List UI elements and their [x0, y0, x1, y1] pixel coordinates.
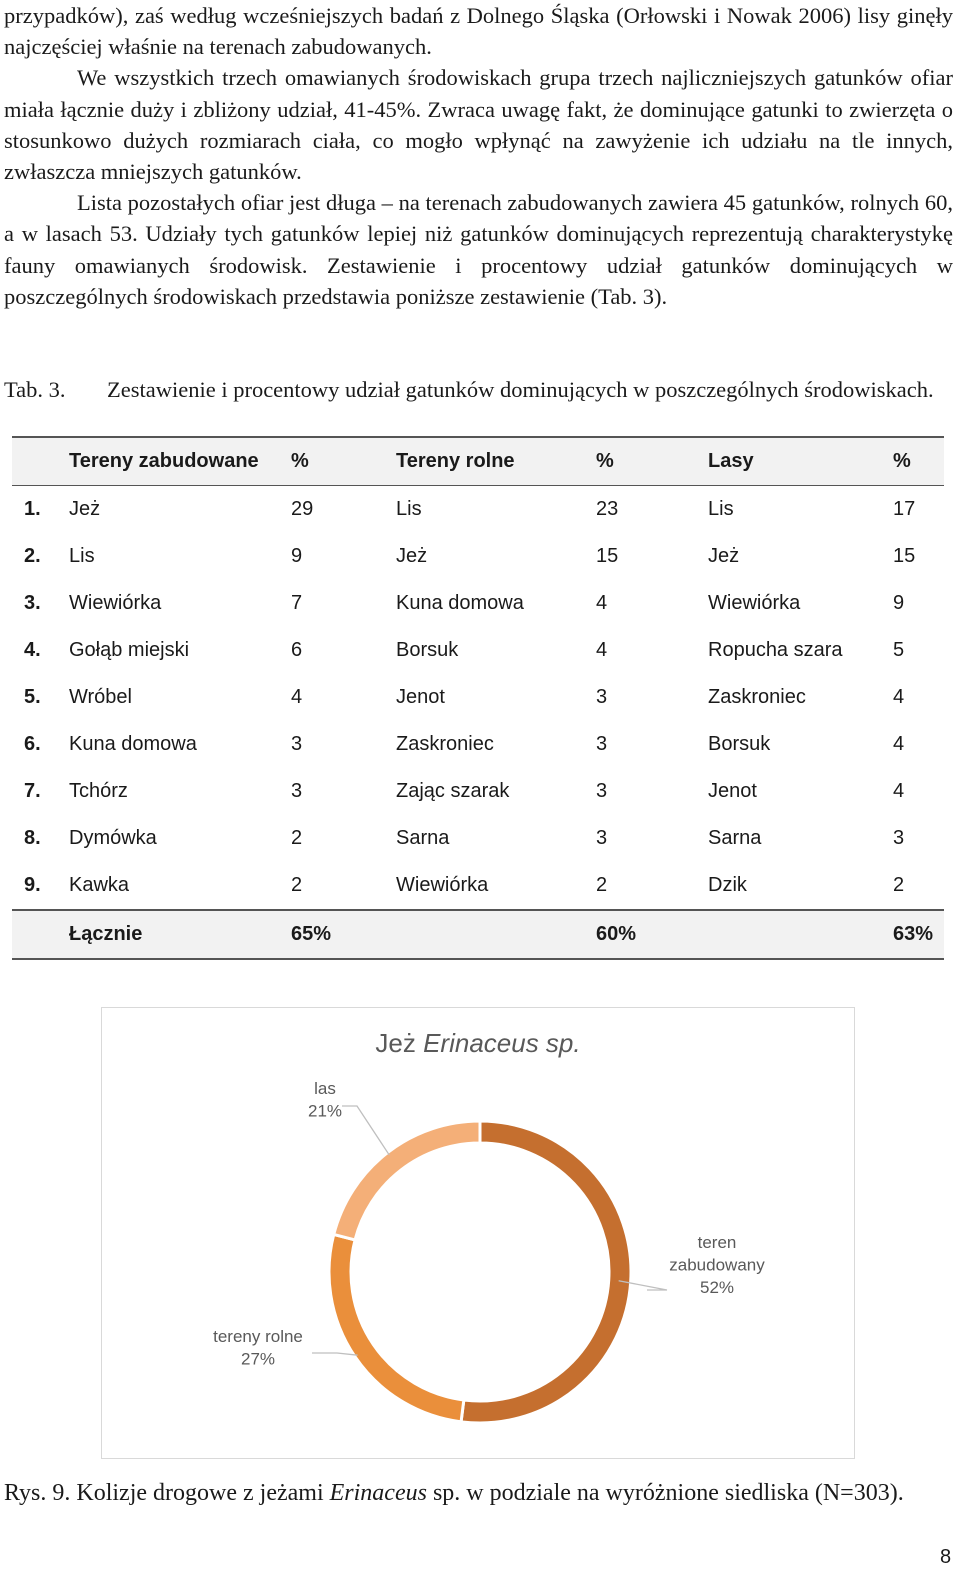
page-number: 8	[940, 1546, 952, 1568]
header-cell: %	[893, 437, 944, 486]
table-cell: Ropucha szara	[708, 639, 843, 661]
row-number: 7.	[24, 780, 41, 802]
paragraph-2: We wszystkich trzech omawianych środowiskach grupa trzech najliczniejszych gatunków ofiar miała łącznie duży i zbliżony udział, 41-45%. Zwraca uwagę fakt, że dominujące gatunki to zwierzęta o stosunkowo dużych rozmiarach ciała, co mogło wpłynąć na zawyżenie ich udziału na tle innych, zwłaszcza mniejszych gatunków.	[4, 65, 953, 185]
donut-slices	[329, 1121, 631, 1423]
table-cell: Lis	[708, 498, 734, 520]
table-cell: Gołąb miejski	[69, 639, 190, 661]
table-cell: Wróbel	[69, 686, 132, 708]
table-row	[12, 533, 944, 580]
header-cell: %	[291, 437, 396, 486]
table-header-row	[12, 437, 944, 486]
dominant-species-table	[12, 436, 944, 960]
table-cell: Jeż	[708, 545, 740, 567]
table-cell: Kuna domowa	[69, 733, 197, 755]
table-cell: Kawka	[69, 874, 130, 896]
row-number: 8.	[24, 827, 41, 849]
table-cell: 4	[893, 733, 905, 755]
total-cell	[12, 910, 69, 959]
table-cell: 7	[291, 592, 303, 614]
table-cell: 15	[596, 545, 619, 567]
table-cell: Dzik	[708, 874, 747, 896]
row-number: 4.	[24, 639, 41, 661]
donut-chart	[101, 1007, 855, 1459]
table-row	[12, 768, 944, 815]
table-cell: 3	[893, 827, 905, 849]
table-cell: Jenot	[708, 780, 757, 802]
table-cell: 9	[893, 592, 905, 614]
data-label-line: zabudowany	[669, 1255, 765, 1275]
chart-title-plain: Jeż	[375, 1028, 416, 1058]
figure-caption-prefix: Rys. 9. Kolizje drogowe z jeżami	[4, 1480, 324, 1506]
table-cell: Borsuk	[708, 733, 771, 755]
table-row	[12, 721, 944, 768]
table-cell: Sarna	[708, 827, 762, 849]
table-row	[12, 674, 944, 721]
table-total-row	[12, 910, 944, 959]
table-row	[12, 486, 944, 534]
table-cell: 17	[893, 498, 916, 520]
figure-caption	[4, 1477, 956, 1509]
row-number: 9.	[24, 874, 41, 896]
table-cell: 4	[596, 592, 608, 614]
table-cell: Wiewiórka	[708, 592, 801, 614]
table-cell: 29	[291, 498, 314, 520]
header-cell: %	[596, 437, 708, 486]
table-cell: 2	[291, 827, 303, 849]
table-cell: 4	[893, 686, 905, 708]
table-cell: Borsuk	[396, 639, 459, 661]
chart-title-italic: Erinaceus sp.	[423, 1028, 581, 1058]
table-cell: 4	[291, 686, 303, 708]
table-caption-text: Zestawienie i procentowy udział gatunków dominujących w poszczególnych środowiskach.	[107, 377, 934, 402]
data-label-line: 52%	[699, 1278, 735, 1297]
table-row	[12, 627, 944, 674]
table-cell: 6	[291, 639, 303, 661]
row-number: 3.	[24, 592, 41, 614]
table-cell: 4	[893, 780, 905, 802]
figure-caption-suffix: sp. w podziale na wyróżnione siedliska (N=303).	[432, 1480, 904, 1506]
leader-line	[312, 1353, 358, 1355]
total-cell: 60%	[596, 910, 708, 959]
table-cell: 3	[291, 780, 303, 802]
paragraph-3: Lista pozostałych ofiar jest długa – na terenach zabudowanych zawiera 45 gatunków, rolnych 60, a w lasach 53. Udziały tych gatunków lepiej niż gatunków dominujących reprezentują charakterystykę fauny omawianych środowisk. Zestawienie i procentowy udział gatunków dominujących w poszczególnych środowiskach przedstawia poniższe zestawienie (Tab. 3).	[4, 190, 953, 309]
table-cell: Wiewiórka	[396, 874, 489, 896]
table-row	[12, 580, 944, 627]
table-cell: Lis	[396, 498, 422, 520]
header-cell	[12, 437, 69, 486]
table-caption-label: Tab. 3.	[4, 377, 66, 402]
paragraph-1: przypadków), zaś według wcześniejszych badań z Dolnego Śląska (Orłowski i Nowak 2006) lisy ginęły najczęściej właśnie na terenach zabudowanych.	[4, 3, 953, 60]
data-label-line: teren	[697, 1233, 737, 1252]
table-cell: Jeż	[69, 498, 101, 520]
table-cell: 9	[291, 545, 303, 567]
table-cell: 3	[596, 686, 608, 708]
data-label-line: 27%	[240, 1349, 276, 1369]
table-cell: Jeż	[396, 545, 428, 567]
total-cell	[708, 910, 893, 959]
data-label-line: tereny rolne	[213, 1327, 303, 1346]
total-cell	[396, 910, 596, 959]
row-number: 6.	[24, 733, 41, 755]
table-cell: 3	[291, 733, 303, 755]
table-cell: Dymówka	[69, 827, 157, 849]
table-cell: 23	[596, 498, 619, 520]
table-cell: Sarna	[396, 827, 450, 849]
table-cell: Wiewiórka	[69, 592, 162, 614]
header-cell: Tereny rolne	[396, 437, 596, 486]
total-cell: 63%	[893, 910, 944, 959]
table-cell: 5	[893, 639, 905, 661]
table-cell: Tchórz	[69, 780, 128, 802]
leader-line	[342, 1106, 389, 1155]
total-cell: 65%	[291, 910, 396, 959]
row-number: 1.	[24, 498, 41, 520]
data-label-line: las	[314, 1079, 336, 1098]
table-row	[12, 815, 944, 862]
data-label	[213, 1327, 303, 1369]
body-text	[4, 0, 953, 312]
table-cell: Lis	[69, 545, 95, 567]
row-number: 5.	[24, 686, 41, 708]
table-caption	[4, 374, 953, 405]
table-cell: 15	[893, 545, 916, 567]
table-cell: Zaskroniec	[396, 733, 494, 755]
table-row	[12, 862, 944, 910]
table-cell: 2	[596, 874, 608, 896]
table-cell: 2	[893, 874, 905, 896]
donut-slice-tereny-rolne	[329, 1234, 464, 1421]
figure-caption-italic: Erinaceus	[329, 1480, 427, 1506]
table-cell: Kuna domowa	[396, 592, 524, 614]
table-cell: 3	[596, 827, 608, 849]
table-cell: 3	[596, 733, 608, 755]
header-cell: Tereny zabudowane	[69, 437, 291, 486]
donut-slice-teren-zabudowany	[461, 1121, 631, 1423]
donut-slice-las	[334, 1121, 480, 1240]
donut-chart-svg	[102, 1008, 856, 1460]
table-cell: Zając szarak	[396, 780, 510, 802]
table-cell: 3	[596, 780, 608, 802]
total-cell: Łącznie	[69, 910, 291, 959]
data-label	[669, 1233, 765, 1297]
data-label	[308, 1079, 342, 1121]
table-cell: 4	[596, 639, 608, 661]
table-cell: Jenot	[396, 686, 445, 708]
table-cell: Zaskroniec	[708, 686, 806, 708]
data-label-line: 21%	[307, 1101, 343, 1121]
table-cell: 2	[291, 874, 303, 896]
chart-title	[375, 1028, 580, 1058]
row-number: 2.	[24, 545, 41, 567]
header-cell: Lasy	[708, 437, 893, 486]
